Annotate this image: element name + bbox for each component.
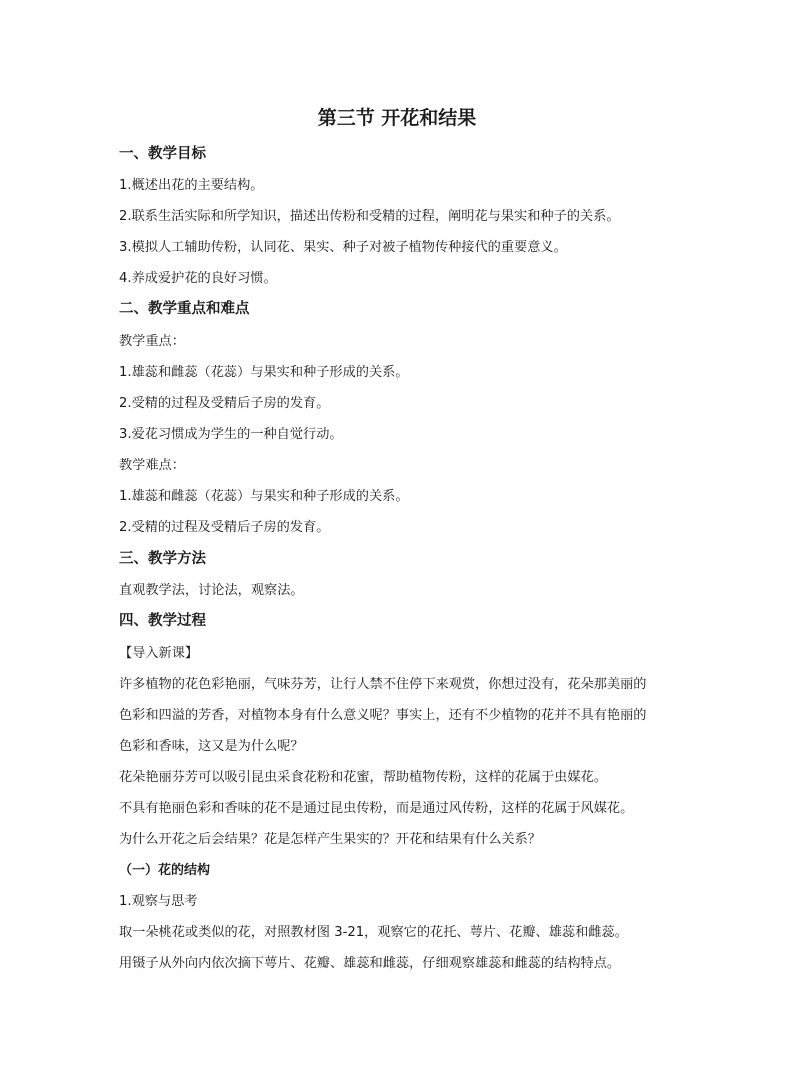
objective-item: 2.联系生活实际和所学知识，描述出传粉和受精的过程，阐明花与果实和种子的关系。: [119, 209, 620, 224]
paragraph-line: 色彩和香味，这又是为什么呢？: [119, 739, 304, 754]
paragraph-line: 色彩和四溢的芳香，对植物本身有什么意义呢？事实上，还有不少植物的花并不具有艳丽的: [119, 708, 647, 723]
section-heading-objectives: 一、教学目标: [119, 146, 206, 162]
intro-label: 【导入新课】: [119, 646, 199, 661]
objective-item: 3.模拟人工辅助传粉，认同花、果实、种子对被子植物传种接代的重要意义。: [119, 240, 567, 255]
observe-label: 1.观察与思考: [119, 894, 198, 909]
paragraph-line: 许多植物的花色彩艳丽，气味芬芳，让行人禁不住停下来观赏，你想过没有，花朵那美丽的: [119, 677, 647, 692]
paragraph-line: 不具有艳丽色彩和香味的花不是通过昆虫传粉，而是通过风传粉，这样的花属于风媒花。: [119, 801, 634, 816]
methods-text: 直观教学法，讨论法，观察法。: [119, 583, 304, 598]
section-heading-methods: 三、教学方法: [119, 551, 206, 567]
section-heading-process: 四、教学过程: [119, 613, 206, 629]
paragraph-line: 花朵艳丽芬芳可以吸引昆虫采食花粉和花蜜，帮助植物传粉，这样的花属于虫媒花。: [119, 770, 607, 785]
section-heading-key-points: 二、教学重点和难点: [119, 301, 250, 317]
objective-item: 1.概述出花的主要结构。: [119, 178, 264, 193]
difficult-point-item: 2.受精的过程及受精后子房的发育。: [119, 520, 330, 535]
page-title: 第三节 开花和结果: [317, 107, 477, 129]
observe-line: 用镊子从外向内依次摘下萼片、花瓣、雄蕊和雌蕊，仔细观察雄蕊和雌蕊的结构特点。: [119, 956, 621, 971]
key-point-item: 3.爱花习惯成为学生的一种自觉行动。: [119, 427, 343, 442]
key-points-label: 教学重点：: [119, 334, 185, 349]
key-point-item: 2.受精的过程及受精后子房的发育。: [119, 396, 330, 411]
objective-item: 4.养成爱护花的良好习惯。: [119, 271, 277, 286]
sub-heading-flower-structure: （一）花的结构: [119, 863, 211, 878]
paragraph-line: 为什么开花之后会结果？花是怎样产生果实的？开花和结果有什么关系？: [119, 832, 541, 847]
observe-line: 取一朵桃花或类似的花，对照教材图 3-21，观察它的花托、萼片、花瓣、雄蕊和雌蕊。: [119, 925, 628, 940]
key-point-item: 1.雄蕊和雌蕊（花蕊）与果实和种子形成的关系。: [119, 365, 409, 380]
difficult-point-item: 1.雄蕊和雌蕊（花蕊）与果实和种子形成的关系。: [119, 489, 409, 504]
difficult-points-label: 教学难点：: [119, 458, 185, 473]
